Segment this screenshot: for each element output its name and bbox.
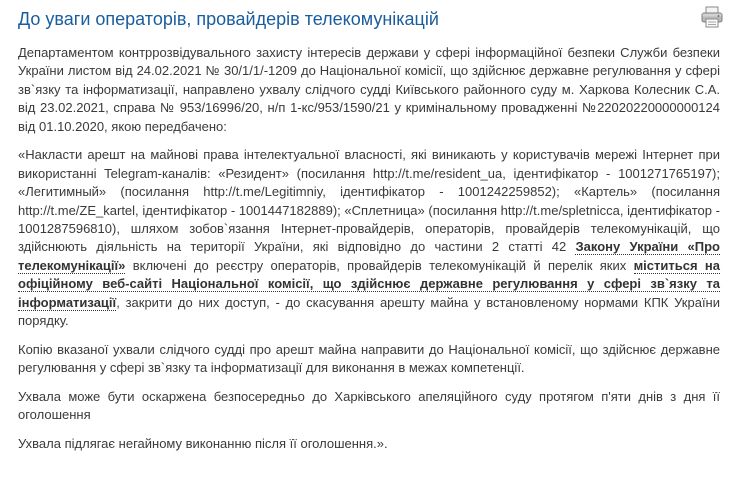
copy-paragraph: Копію вказаної ухвали слідчого судді про арешт майна направити до Національної комісії, що здійснює державне регулювання у сфері зв`язку та інформатизації для виконання в межах компетенції.: [18, 341, 720, 376]
appeal-paragraph: Ухвала може бути оскаржена безпосередньо до Харківського апеляційного суду протягом п'яти днів з дня її оголошення: [18, 389, 720, 423]
quote-text-1: «Накласти арешт на майнові права інтелектуальної власності, які виникають у користувачів мережі Інтернет при використанні Telegram-каналів: «Резидент» (посилання http://t.me/resident_ua, ідентифікатор - 1001271765197); «Легитимный» (посилання http://t.me/Legitimniy, ідентифікатор - 1001242259852); «Картель» (посилання http://t.me/ZE_kartel, ідентифікатор - 1001447182889); «Сплетница» (посилання http://t.me/spletnicca, ідентифікатор - 1001287596810), шляхом зобов`язання Інтернет-провайдерів, операторів, провайдерів телекомунікацій, що здійснюють діяльність на території України, які відповідно до частини 2 статті 42: [18, 147, 720, 255]
page-title: До уваги операторів, провайдерів телекомунікацій: [18, 9, 439, 29]
quote-text-3: , закрити до них доступ, - до скасування арешту майна у встановленому нормами КПК України порядку.: [18, 294, 720, 329]
regulator-site-link[interactable]: міститься на офіційному веб-сайті Національної комісії, що здійснює державне регулювання у сфері зв`язку та інформатизації: [18, 257, 720, 310]
article-body: [18, 44, 720, 464]
quote-text-2: включені до реєстру операторів, провайдерів телекомунікацій й перелік яких: [132, 257, 627, 273]
intro-paragraph: Департаментом контррозвідувального захисту інтересів держави у сфері інформаційної безпеки Служби безпеки України листом від 24.02.2021 № 30/1/1/-1209 до Національної комісії, що здійснює державне регулювання у сфері зв`язку та інформатизації, направлено ухвалу слідчого судді Київського районного суду м. Харкова Колесник С.А. від 23.02.2021, справа № 953/16996/20, н/п 1-кс/953/1590/21 у кримінальному провадженні №22020220000000124 від 01.10.2020, якою передбачено:: [18, 45, 720, 134]
execution-paragraph: Ухвала підлягає негайному виконанню після її оголошення.».: [18, 436, 388, 452]
printer-icon[interactable]: [700, 5, 724, 29]
quote-paragraph: [18, 146, 720, 330]
law-link[interactable]: Закону України «Про телекомунікації»: [18, 239, 720, 273]
